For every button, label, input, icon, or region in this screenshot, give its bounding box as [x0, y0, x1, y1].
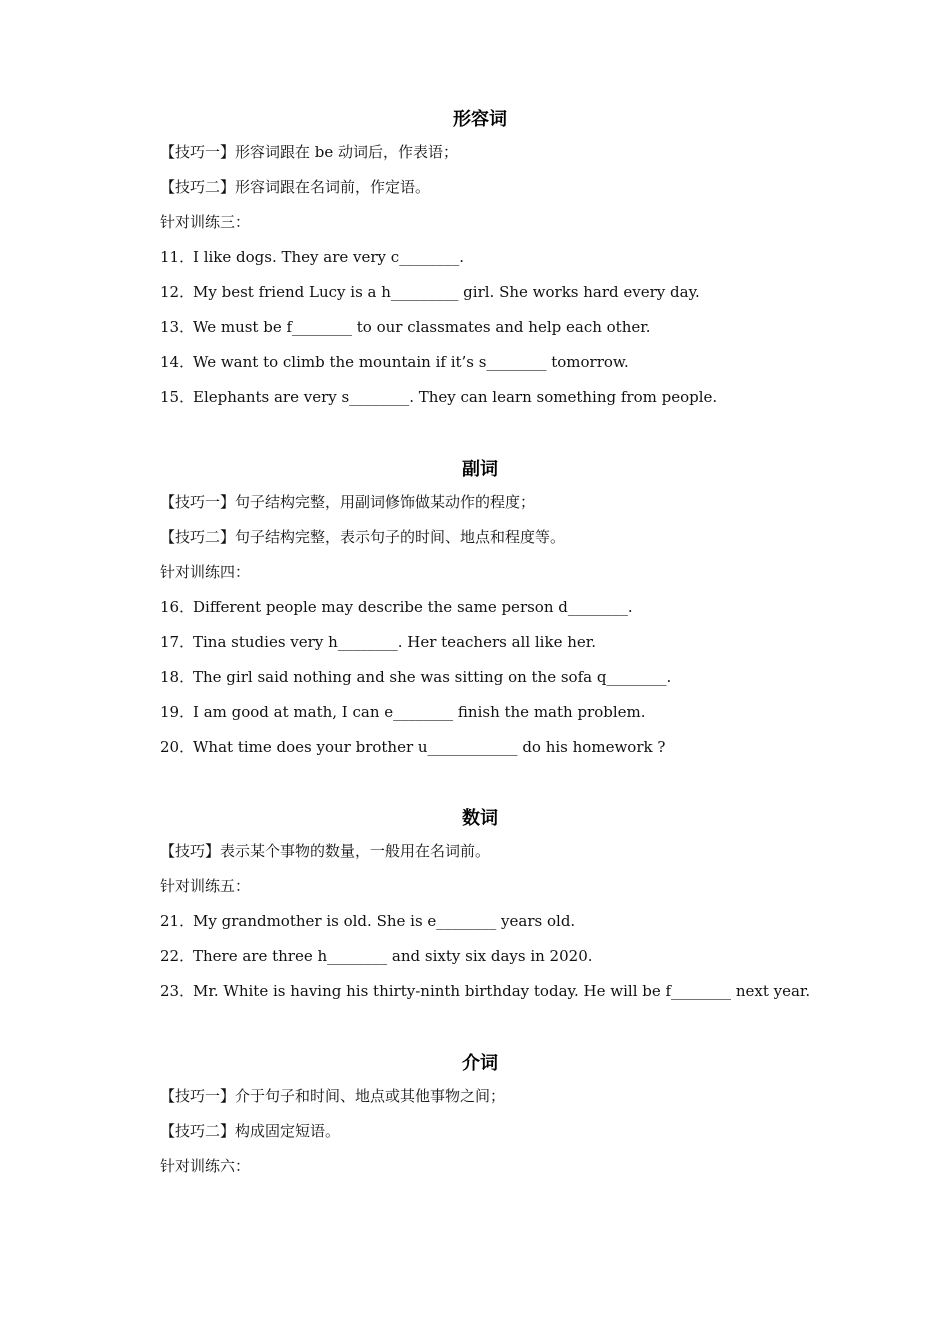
question-text: There are three h________ and sixty six days in 2020. [193, 947, 593, 965]
question-number: 12． [160, 283, 195, 301]
question-item [160, 317, 800, 352]
section-title: 形容词 [453, 109, 507, 130]
question-item [160, 702, 800, 737]
question-number: 11． [160, 248, 195, 266]
tip-line: 【技巧】表示某个事物的数量，一般用在名词前。 [160, 842, 491, 860]
question-item [160, 247, 800, 282]
question-item [160, 667, 800, 702]
section-adverbs [160, 458, 800, 772]
section-prepositions [160, 1052, 800, 1191]
section-title: 介词 [462, 1053, 498, 1074]
question-number: 17． [160, 633, 195, 651]
practice-label: 针对训练六： [160, 1157, 251, 1175]
question-text: The girl said nothing and she was sitting on the sofa q________. [193, 668, 672, 686]
practice-label: 针对训练三： [160, 213, 251, 231]
section-adjectives [160, 108, 800, 422]
question-text: My grandmother is old. She is e________ years old. [193, 912, 576, 930]
question-item [160, 911, 800, 946]
section-numerals [160, 807, 811, 1016]
question-item [160, 597, 800, 632]
question-text: We want to climb the mountain if it’s s________ tomorrow. [193, 353, 629, 371]
question-number: 21． [160, 912, 195, 930]
question-item [160, 737, 800, 772]
tip-line: 【技巧二】构成固定短语。 [160, 1122, 341, 1140]
question-item [160, 946, 800, 981]
tip-line: 【技巧二】句子结构完整，表示句子的时间、地点和程度等。 [160, 528, 566, 546]
question-number: 16． [160, 598, 195, 616]
question-number: 23． [160, 982, 195, 1000]
question-number: 19． [160, 703, 195, 721]
section-title: 数词 [462, 808, 498, 829]
question-text: Mr. White is having his thirty-ninth birthday today. He will be f________ next year. [193, 982, 811, 1000]
tip-line: 【技巧一】形容词跟在 be 动词后，作表语； [160, 143, 459, 161]
tip-line: 【技巧一】句子结构完整，用副词修饰做某动作的程度； [160, 493, 536, 511]
question-number: 15． [160, 388, 195, 406]
practice-label: 针对训练四： [160, 563, 251, 581]
question-number: 20． [160, 738, 195, 756]
question-item [160, 632, 800, 667]
question-number: 22． [160, 947, 195, 965]
question-number: 14． [160, 353, 195, 371]
question-text: Different people may describe the same person d________. [193, 598, 633, 616]
question-item [160, 352, 800, 387]
question-text: I like dogs. They are very c________. [193, 248, 464, 266]
question-text: We must be f________ to our classmates and help each other. [193, 318, 651, 336]
question-item [160, 981, 811, 1016]
question-text: What time does your brother u____________ do his homework ? [193, 738, 666, 756]
question-text: Elephants are very s________. They can learn something from people. [193, 388, 718, 406]
tip-line: 【技巧二】形容词跟在名词前，作定语。 [160, 178, 431, 196]
question-text: I am good at math, I can e________ finish the math problem. [193, 703, 646, 721]
question-text: My best friend Lucy is a h_________ girl. She works hard every day. [193, 283, 700, 301]
section-title: 副词 [462, 459, 498, 480]
practice-label: 针对训练五： [160, 877, 251, 895]
question-item [160, 282, 800, 317]
question-number: 13． [160, 318, 195, 336]
question-item [160, 387, 800, 422]
tip-line: 【技巧一】介于句子和时间、地点或其他事物之间； [160, 1087, 506, 1105]
question-text: Tina studies very h________. Her teachers all like her. [193, 633, 597, 651]
question-number: 18． [160, 668, 195, 686]
